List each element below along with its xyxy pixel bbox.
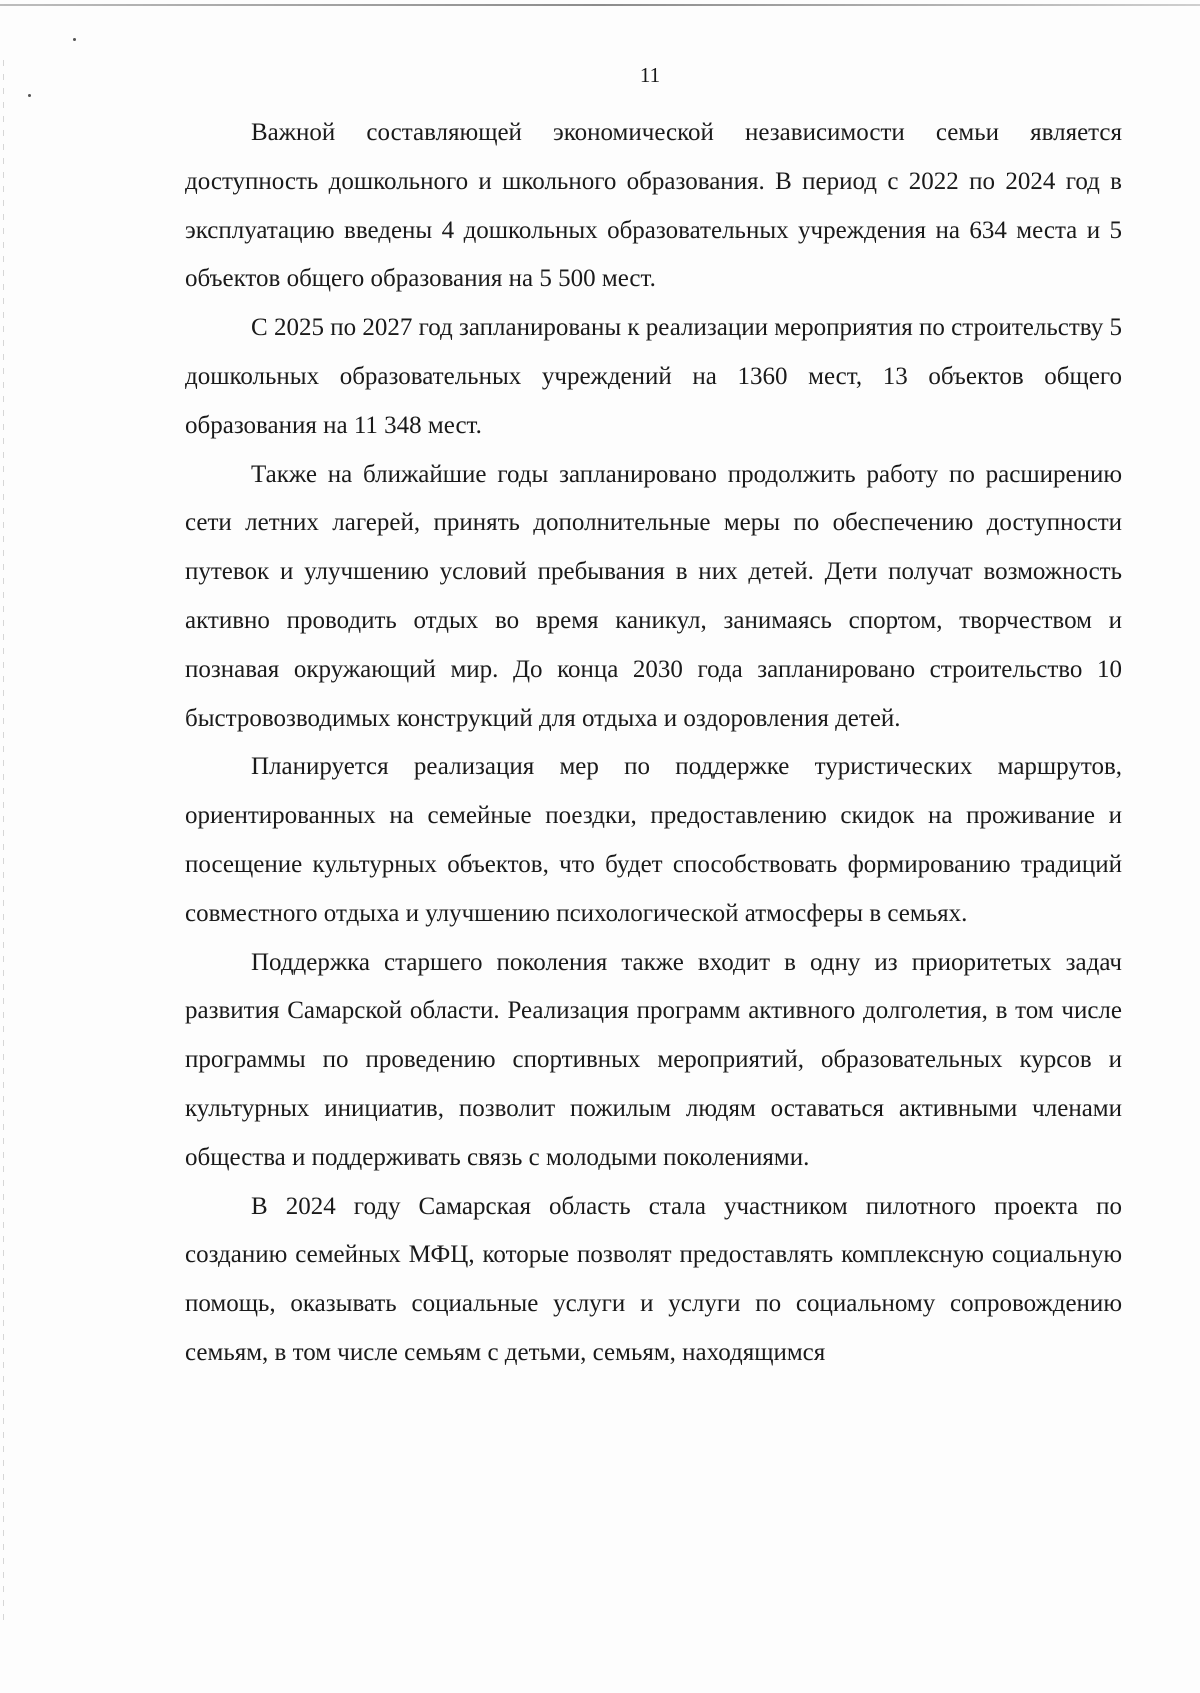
paragraph-older-generation: Поддержка старшего поколения также входит в одну из приоритетых задач развития Самарской области. Реализация программ активного долголетия, в том числе программы по проведению спортивных мероприятий, образовательных курсов и культурных инициатив, позволит пожилым людям оставаться активными членами общества и поддерживать связь с молодыми поколениями. xyxy=(185,948,1122,1171)
scan-top-edge xyxy=(0,4,1200,6)
paragraph-family-tourism: Планируется реализация мер по поддержке туристических маршрутов, ориентированных на семейные поездки, предоставлению скидок на проживание и посещение культурных объектов, что будет способствовать формированию традиций совместного отдыха и улучшению психологической атмосферы в семьях. xyxy=(185,753,1122,927)
page-number: 11 xyxy=(639,63,661,87)
paragraph-family-mfc: В 2024 году Самарская область стала участником пилотного проекта по созданию семейных МФЦ, которые позволят предоставлять комплексную социальную помощь, оказывать социальные услуги и услуги по социальному сопровождению семьям, в том числе семьям с детьми, семьям, находящимся xyxy=(185,1192,1122,1366)
scan-speck xyxy=(73,38,76,41)
paragraph-education-access: Важной составляющей экономической независимости семьи является доступность дошкольного и школьного образования. В период с 2022 по 2024 год в эксплуатацию введены 4 дошкольных образовательных учреждения на 634 места и 5 объектов общего образования на 5 500 мест. xyxy=(185,119,1122,293)
scan-speck xyxy=(28,94,31,97)
scan-left-edge xyxy=(3,60,4,1620)
paragraph-summer-camps: Также на ближайшие годы запланировано продолжить работу по расширению сети летних лагерей, принять дополнительные меры по обеспечению доступности путевок и улучшению условий пребывания в них детей. Дети получат возможность активно проводить отдых во время каникул, занимаясь спортом, творчеством и познавая окружающий мир. До конца 2030 года запланировано строительство 10 быстровозводимых конструкций для отдыха и оздоровления детей. xyxy=(185,460,1122,732)
document-body xyxy=(185,109,1122,1378)
paragraph-construction-plan: С 2025 по 2027 год запланированы к реализации мероприятия по строительству 5 дошкольных образовательных учреждений на 1360 мест, 13 объектов общего образования на 11 348 мест. xyxy=(185,314,1122,439)
